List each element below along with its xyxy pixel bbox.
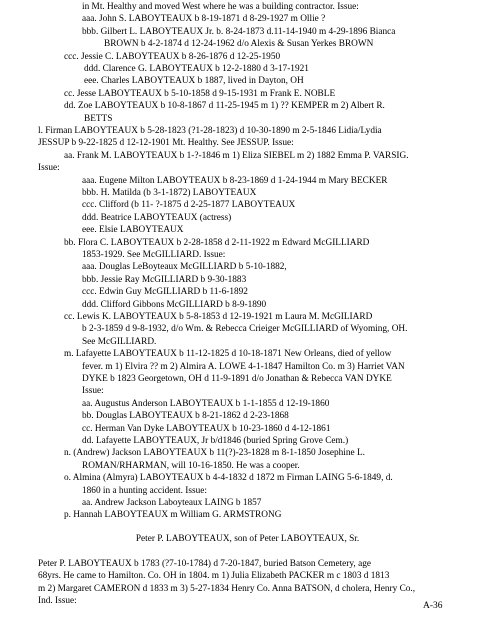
text-line: Issue: [38,163,60,174]
text-line: Issue: [82,386,104,397]
page-number: A-36 [423,601,443,611]
text-line: ccc. Clifford (b 11- ?-1875 d 2-25-1877 LABOYTEAUX [82,200,296,211]
text-line: DYKE b 1823 Georgetown, OH d 11-9-1891 d/o Jonathan & Rebecca VAN DYKE [82,374,392,384]
text-line: bbb. Jessie Ray McGILLIARD b 9-30-1883 [82,274,247,285]
section-heading: Peter P. LABOYTEAUX, son of Peter LABOYTEAUX, Sr. [135,534,360,544]
text-line: ddd. Clifford Gibbons McGILLIARD b 8-9-1890 [82,299,267,310]
text-line: Peter P. LABOYTEAUX b 1783 (?7-10-1784) d 7-20-1847, buried Batson Cemetery, age [38,558,371,569]
text-line: aa. Frank M. LABOYTEAUX b 1-?-1846 m 1) Eliza SIEBEL m 2) 1882 Emma P. VARSIG. [64,150,409,161]
text-line: cc. Herman Van Dyke LABOYTEAUX b 10-23-1860 d 4-12-1861 [82,423,331,434]
text-line: b 2-3-1859 d 9-8-1932, d/o Wm. & Rebecca Crieiger McGILLIARD of Wyoming, OH. [82,324,408,335]
text-line: 1853-1929. See McGILLIARD. Issue: [82,250,226,260]
text-line: 68yrs. He came to Hamilton. Co. OH in 1804. m 1) Julia Elizabeth PACKER m c 1803 d 1813 [38,571,390,582]
text-line: aaa. Eugene Milton LABOYTEAUX b 8-23-1869 d 1-24-1944 m Mary BECKER [82,175,388,186]
text-line: dd. Zoe LABOYTEAUX b 10-8-1867 d 11-25-1945 m 1) ?? KEMPER m 2) Albert R. [64,101,385,112]
text-line: bbb. H. Matilda (b 3-1-1872) LABOYTEAUX [82,188,257,198]
text-line: l. Firman LABOYTEAUX b 5-28-1823 (?1-28-1823) d 10-30-1890 m 2-5-1846 Lidia/Lydia [38,126,382,136]
text-line: m. Lafayette LABOYTEAUX b 11-12-1825 d 10-18-1871 New Orleans, died of yellow [64,349,392,360]
text-line: BROWN b 4-2-1874 d 12-24-1962 d/o Alexis & Susan Yerkes BROWN [104,39,374,50]
text-line: eee. Charles LABOYTEAUX b 1887, lived in Dayton, OH [84,76,304,87]
text-line: ddd. Beatrice LABOYTEAUX (actress) [82,212,232,223]
text-line: cc. Lewis K. LABOYTEAUX b 5-8-1853 d 12-19-1921 m Laura M. McGILIARD [64,312,373,322]
text-line: aa. Andrew Jackson Laboyteaux LAING b 1857 [82,498,262,508]
text-line: See McGILLIARD. [82,336,157,347]
text-line: 1860 in a hunting accident. Issue: [82,485,207,496]
text-line: fever. m 1) Elvira ?? m 2) Almira A. LOWE 4-1-1847 Hamilton Co. m 3) Harriet VAN [82,361,405,372]
text-line: Ind. Issue: [38,596,77,606]
text-line: aaa. Douglas LeBoyteaux McGILLIARD b 5-10-1882, [82,262,287,273]
text-line: ROMAN/RHARMAN, will 10-16-1850. He was a cooper. [82,460,300,471]
text-line: o. Almina (Almyra) LABOYTEAUX b 4-4-1832 d 1872 m Firman LAING 5-6-1849, d. [64,473,393,484]
text-line: n. (Andrew) Jackson LABOYTEAUX b 11(?)-23-1828 m 8-1-1850 Josephine L. [64,448,365,459]
text-line: aaa. John S. LABOYTEAUX b 8-19-1871 d 8-29-1927 m Ollie ? [82,14,326,25]
text-line: dd. Lafayette LABOYTEAUX, Jr b/d1846 (buried Spring Grove Cem.) [82,436,349,446]
text-line: ddd. Clarence G. LABOYTEAUX b 12-2-1880 d 3-17-1921 [84,64,309,74]
text-line: bb. Flora C. LABOYTEAUX b 2-28-1858 d 2-11-1922 m Edward McGILLIARD [64,237,370,248]
text-line: bbb. Gilbert L. LABOYTEAUX Jr. b. 8-24-1873 d.11-14-1940 m 4-29-1896 Bianca [82,26,396,37]
text-line: m 2) Margaret CAMERON d 1833 m 3) 5-27-1834 Henry Co. Anna BATSON, d cholera, Henry Co., [38,583,416,594]
text-line: bb. Douglas LABOYTEAUX b 8-21-1862 d 2-23-1868 [82,411,289,422]
text-line: ccc. Edwin Guy McGILLIARD b 11-6-1892 [82,287,248,298]
text-line: JESSUP b 9-22-1825 d 12-12-1901 Mt. Healthy. See JESSUP. Issue: [38,138,294,149]
text-line: BETTS [84,113,113,124]
text-line: ccc. Jessie C. LABOYTEAUX b 8-26-1876 d 12-25-1950 [64,51,281,62]
text-line: aa. Augustus Anderson LABOYTEAUX b 1-1-1855 d 12-19-1860 [82,398,330,409]
text-line: eee. Elsie LABOYTEAUX [82,225,184,236]
text-line: in Mt. Healthy and moved West where he was a building contractor. Issue: [82,2,359,12]
text-line: cc. Jesse LABOYTEAUX b 5-10-1858 d 9-15-1931 m Frank E. NOBLE [64,88,336,99]
text-line: p. Hannah LABOYTEAUX m William G. ARMSTRONG [64,510,282,521]
